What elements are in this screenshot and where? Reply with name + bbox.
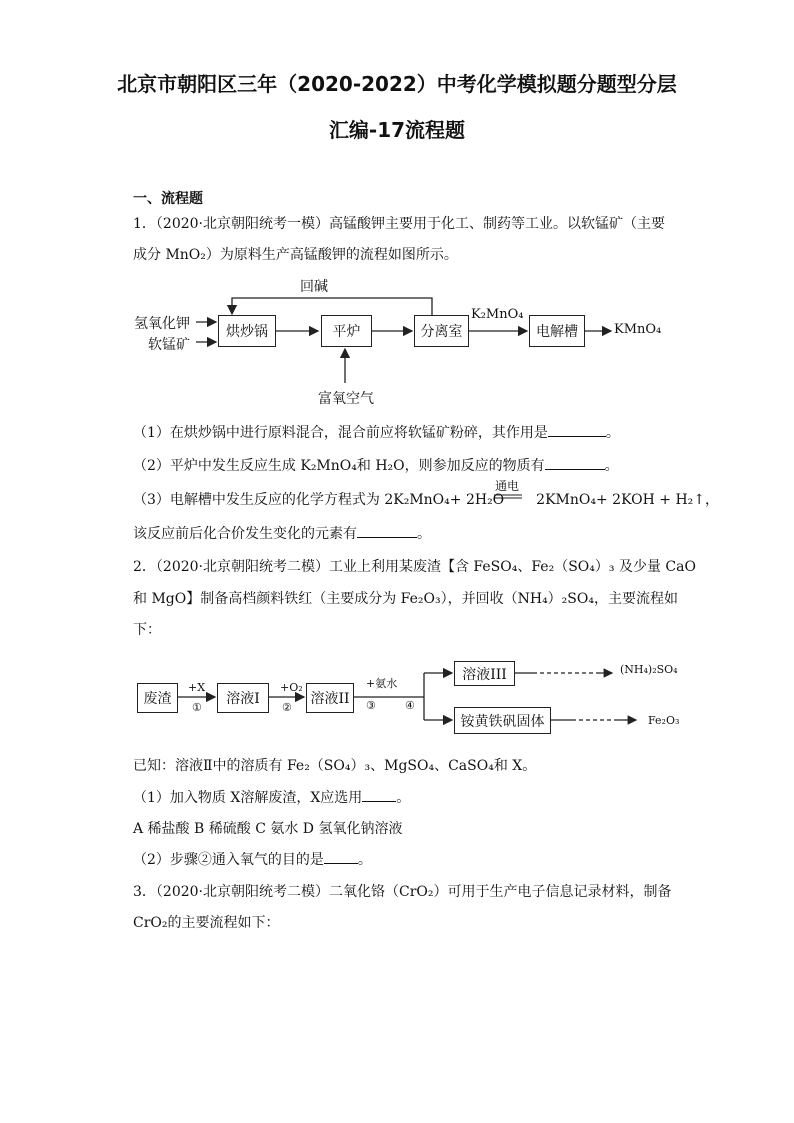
q1-sub1-end: 。 [605, 425, 620, 441]
q3-text-line1: 3．（2020·北京朝阳统考二模）二氧化铬（CrO₂）可用于生产电子信息记录材料，制备 [133, 884, 672, 900]
q2-sub2 [133, 849, 372, 869]
q2-text-line1: 2．（2020·北京朝阳统考二模）工业上利用某废渣【含 FeSO₄、Fe₂（SO₄）₃ 及少量 CaO [133, 559, 696, 575]
q2-step1-reagent: +X [188, 681, 206, 694]
q1-sub2 [133, 455, 619, 475]
q1-air-label: 富氧空气 [318, 391, 374, 407]
q1-box-separator: 分离室 [414, 315, 469, 347]
q2-text-line2: 和 MgO】制备高档颜料铁红（主要成分为 Fe₂O₃），并回收（NH₄）₂SO₄，主要流程如 [133, 591, 678, 607]
q1-intermediate-label: K₂MnO₄ [471, 307, 524, 322]
q1-sub1-blank[interactable] [548, 422, 606, 437]
q2-box-solution1: 溶液I [217, 683, 269, 713]
q2-box-jarosite: 铵黄铁矾固体 [454, 707, 551, 734]
q1-sub3-lhs: （3）电解槽中发生反应的化学方程式为 2K₂MnO₄+ 2H₂O [133, 492, 505, 508]
doc-title-line1: 北京市朝阳区三年（2020-2022）中考化学模拟题分题型分层 [117, 72, 677, 96]
q1-recycle-label: 回碱 [300, 279, 328, 295]
q1-sub2-end: 。 [604, 458, 619, 474]
q1-sub3-line2 [133, 523, 431, 543]
q1-sub3-line2-text: 该反应前后化合价发生变化的元素有 [133, 526, 357, 542]
q2-sub1-text: （1）加入物质 X溶解废渣，X应选用 [133, 790, 363, 806]
q2-step3-number: ③ [366, 699, 376, 712]
doc-title-line2: 汇编-17流程题 [328, 118, 466, 142]
q2-sub1 [133, 787, 410, 807]
q1-sub3-end: 。 [417, 526, 431, 542]
q1-sub1 [133, 422, 620, 442]
q2-options: A 稀盐酸 B 稀硫酸 C 氨水 D 氢氧化钠溶液 [133, 821, 403, 837]
q1-sub2-text: （2）平炉中发生反应生成 K₂MnO₄和 H₂O，则参加反应的物质有 [133, 458, 545, 474]
q1-box-electrolyzer: 电解槽 [529, 315, 585, 347]
q1-sub1-text: （1）在烘炒锅中进行原料混合，混合前应将软锰矿粉碎，其作用是 [133, 425, 548, 441]
q2-step1-number: ① [192, 701, 202, 714]
q1-reagent-ore: 软锰矿 [148, 337, 190, 353]
q1-sub2-blank[interactable] [545, 455, 605, 470]
q1-product-label: KMnO₄ [614, 322, 662, 337]
q2-sub1-end: 。 [396, 790, 411, 806]
q2-step2-reagent: +O₂ [280, 681, 303, 694]
q1-box-roaster: 烘炒锅 [218, 315, 276, 347]
q2-box-solution2: 溶液II [306, 683, 354, 713]
q2-output-ammonium-sulfate: (NH₄)₂SO₄ [620, 663, 678, 676]
q2-sub2-end: 。 [357, 852, 372, 868]
q1-text-line2: 成分 MnO₂）为原料生产高锰酸钾的流程如图所示。 [133, 247, 458, 263]
q2-known: 已知：溶液Ⅱ中的溶质有 Fe₂（SO₄）₃、MgSO₄、CaSO₄和 X。 [133, 758, 537, 774]
q2-sub2-text: （2）步骤②通入氧气的目的是 [133, 852, 324, 868]
q3-text-line2: CrO₂的主要流程如下： [133, 915, 280, 931]
q2-step3-reagent: +氨水 [366, 677, 398, 690]
q1-reagent-koh: 氢氧化钾 [134, 316, 190, 332]
section-heading: 一、流程题 [133, 191, 203, 207]
q1-equation-condition: 通电 [495, 479, 520, 493]
q2-output-iron-oxide: Fe₂O₃ [648, 714, 680, 727]
q1-box-furnace: 平炉 [321, 315, 372, 347]
q1-sub3-blank[interactable] [357, 523, 417, 538]
q2-step2-number: ② [282, 701, 292, 714]
q2-sub1-blank[interactable] [362, 787, 396, 802]
q2-sub2-blank[interactable] [324, 849, 358, 864]
q1-sub3 [133, 489, 719, 509]
q2-step4-number: ④ [405, 699, 415, 712]
q2-text-line3: 下： [133, 622, 161, 638]
q2-box-residue: 废渣 [137, 683, 178, 713]
q1-sub3-rhs: 2KMnO₄+ 2KOH + H₂↑， [536, 492, 720, 508]
q1-text-line1: 1．（2020·北京朝阳统考一模）高锰酸钾主要用于化工、制药等工业。以软锰矿（主要 [133, 216, 665, 232]
q2-box-solution3: 溶液III [454, 661, 515, 686]
